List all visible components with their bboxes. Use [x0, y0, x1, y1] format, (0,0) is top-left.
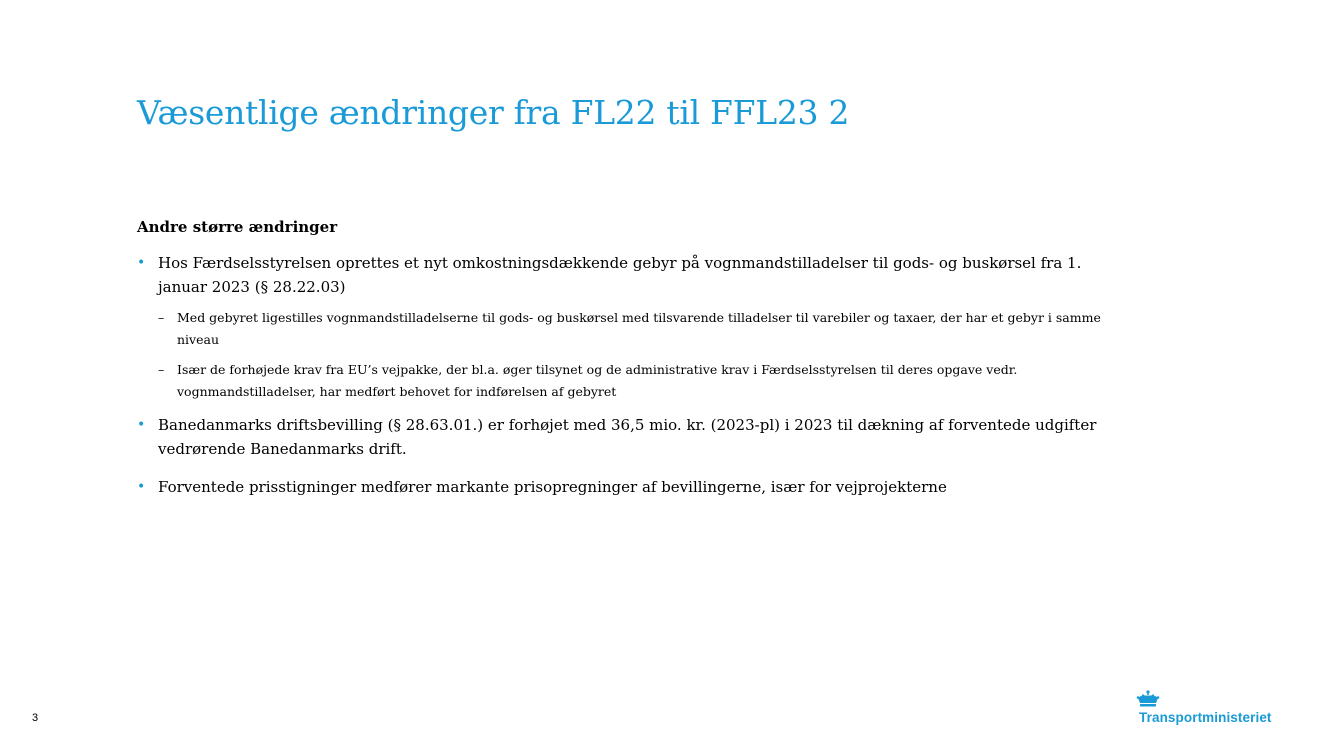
section-subheading: Andre større ændringer	[137, 218, 338, 236]
crown-icon	[1136, 690, 1160, 710]
bullet-item	[137, 251, 1117, 299]
bullet-marker: •	[137, 255, 146, 271]
bullet-text: Hos Færdselsstyrelsen oprettes et nyt omkostningsdækkende gebyr på vognmandstilladelser til gods- og buskørsel fra 1. januar 2023 (§ 28.22.03)	[158, 254, 1082, 296]
slide-content	[137, 216, 1117, 507]
bullet-item	[137, 475, 1117, 499]
sub-bullet-item	[137, 307, 1117, 351]
slide-title: Væsentlige ændringer fra FL22 til FFL23 2	[137, 93, 850, 132]
logo-text: Transportministeriet	[1139, 710, 1272, 725]
sub-bullet-marker: –	[158, 310, 165, 325]
bullet-item	[137, 413, 1117, 461]
transportministeriet-logo	[1136, 690, 1306, 730]
bullet-marker: •	[137, 479, 146, 495]
bullet-text: Banedanmarks driftsbevilling (§ 28.63.01.) er forhøjet med 36,5 mio. kr. (2023-pl) i 2023 til dækning af forventede udgifter vedrørende Banedanmarks drift.	[158, 416, 1097, 458]
bullet-marker: •	[137, 417, 146, 433]
sub-bullet-item	[137, 359, 1117, 403]
sub-bullet-text: Med gebyret ligestilles vognmandstilladelserne til gods- og buskørsel med tilsvarende tilladelser til varebiler og taxaer, der har et gebyr i samme niveau	[177, 310, 1101, 347]
sub-bullet-text: Især de forhøjede krav fra EU’s vejpakke, der bl.a. øger tilsynet og de administrative krav i Færdselsstyrelsen til deres opgave vedr. vognmandstilladelser, har medført behovet for indførelsen af gebyret	[177, 362, 1018, 399]
sub-bullet-list	[137, 307, 1117, 403]
bullet-text: Forventede prisstigninger medfører markante prisopregninger af bevillingerne, især for vejprojekterne	[158, 478, 947, 496]
sub-bullet-marker: –	[158, 362, 165, 377]
page-number: 3	[32, 712, 39, 724]
